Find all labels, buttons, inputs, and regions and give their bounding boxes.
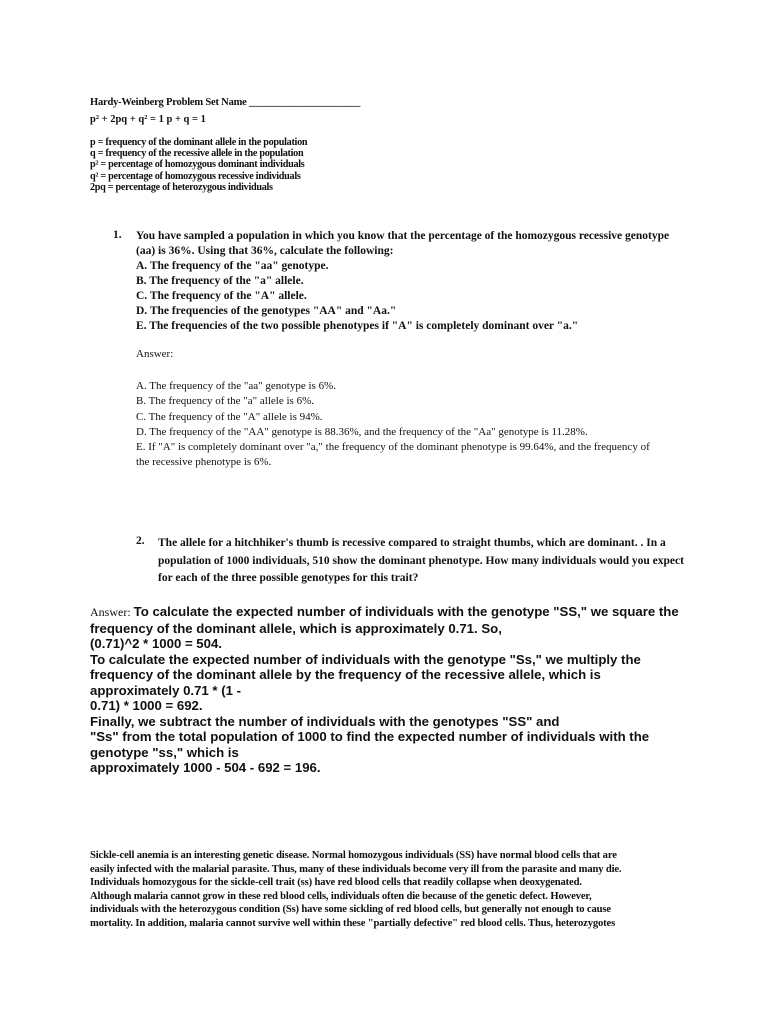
question-line: C. The frequency of the "A" allele. [136, 290, 307, 302]
question-line: population of 1000 individuals, 510 show the dominant phenotype. How many individuals would you expect [158, 554, 684, 567]
question-1-answer-label: Answer: [136, 348, 174, 360]
answer-line: "Ss" from the total population of 1000 to find the expected number of individuals with the [90, 729, 650, 744]
answer-line: 0.71) * 1000 = 692. [90, 698, 203, 713]
answer-line: frequency of the dominant allele, which is approximately 0.71. So, [90, 620, 502, 636]
answer-line: E. If "A" is completely dominant over "a," the frequency of the dominant phenotype is 99.64%, and the frequency of [136, 441, 650, 454]
answer-line: B. The frequency of the "a" allele is 6%. [136, 395, 314, 408]
answer-line: the recessive phenotype is 6%. [136, 456, 272, 469]
answer-line: D. The frequency of the "AA" genotype is 88.36%, and the frequency of the "Aa" genotype is 11.28%. [136, 425, 588, 438]
question-line: D. The frequencies of the genotypes "AA" and "Aa." [136, 305, 397, 317]
answer-line: frequency of the dominant allele by the frequency of the recessive allele, which is [90, 667, 601, 682]
answer-line [90, 604, 690, 621]
question-2-answer [90, 604, 690, 776]
definitions-list [90, 137, 307, 193]
paragraph-line: Individuals homozygous for the sickle-cell trait (ss) have red blood cells that readily collapse when deoxygenated. [90, 877, 582, 889]
answer-line: To calculate the expected number of individuals with the genotype "Ss," we multiply the [90, 651, 641, 667]
question-line: (aa) is 36%. Using that 36%, calculate the following: [136, 245, 394, 257]
answer-text: To calculate the expected number of individuals with the genotype "SS," we square the [133, 604, 679, 619]
question-1-text [136, 229, 676, 334]
question-line: You have sampled a population in which you know that the percentage of the homozygous recessive genotype [136, 230, 670, 242]
question-line: for each of the three possible genotypes for this trait? [158, 572, 419, 584]
answer-line: Finally, we subtract the number of individuals with the genotypes "SS" and [90, 713, 560, 729]
page-title: Hardy-Weinberg Problem Set Name ______________________ [90, 97, 361, 108]
answer-line: approximately 1000 - 504 - 692 = 196. [90, 760, 321, 775]
definition-p: p = frequency of the dominant allele in the population [90, 137, 308, 148]
question-line: B. The frequency of the "a" allele. [136, 275, 304, 287]
paragraph-line: individuals with the heterozygous condition (Ss) have some sickling of red blood cells, but generally not enough to cause [90, 904, 611, 916]
answer-line: A. The frequency of the "aa" genotype is 6%. [136, 380, 336, 392]
definition-2pq: 2pq = percentage of heterozygous individuals [90, 181, 273, 193]
question-2-text [158, 535, 688, 588]
answer-line: (0.71)^2 * 1000 = 504. [90, 636, 222, 651]
definition-p-squared: p² = percentage of homozygous dominant individuals [90, 159, 305, 171]
question-1-number: 1. [113, 229, 122, 241]
answer-line: C. The frequency of the "A" allele is 94%. [136, 410, 323, 423]
paragraph-line: easily infected with the malarial parasite. Thus, many of these individuals become very ill from the parasite and many die. [90, 863, 622, 875]
answer-line: genotype "ss," which is [90, 744, 239, 760]
sickle-cell-paragraph [90, 849, 680, 931]
question-2-number: 2. [136, 535, 145, 547]
definition-q-squared: q² = percentage of homozygous recessive individuals [90, 170, 301, 182]
hardy-weinberg-equation: p² + 2pq + q² = 1 p + q = 1 [90, 114, 206, 125]
paragraph-line: mortality. In addition, malaria cannot survive well within these "partially defective" red blood cells. Thus, heterozygotes [90, 917, 616, 929]
paragraph-line: Although malaria cannot grow in these red blood cells, individuals often die because of the genetic defect. However, [90, 890, 592, 902]
question-1-answer [136, 379, 681, 471]
question-line: A. The frequency of the "aa" genotype. [136, 260, 329, 272]
definition-q: q = frequency of the recessive allele in the population [90, 148, 304, 160]
question-line: The allele for a hitchhiker's thumb is recessive compared to straight thumbs, which are dominant. . In a [158, 537, 666, 549]
paragraph-line: Sickle-cell anemia is an interesting genetic disease. Normal homozygous individuals (SS) have normal blood cells that are [90, 850, 617, 861]
question-2-answer-label: Answer: [90, 605, 134, 619]
question-line: E. The frequencies of the two possible phenotypes if "A" is completely dominant over "a." [136, 320, 579, 332]
answer-line: approximately 0.71 * (1 - [90, 682, 241, 698]
